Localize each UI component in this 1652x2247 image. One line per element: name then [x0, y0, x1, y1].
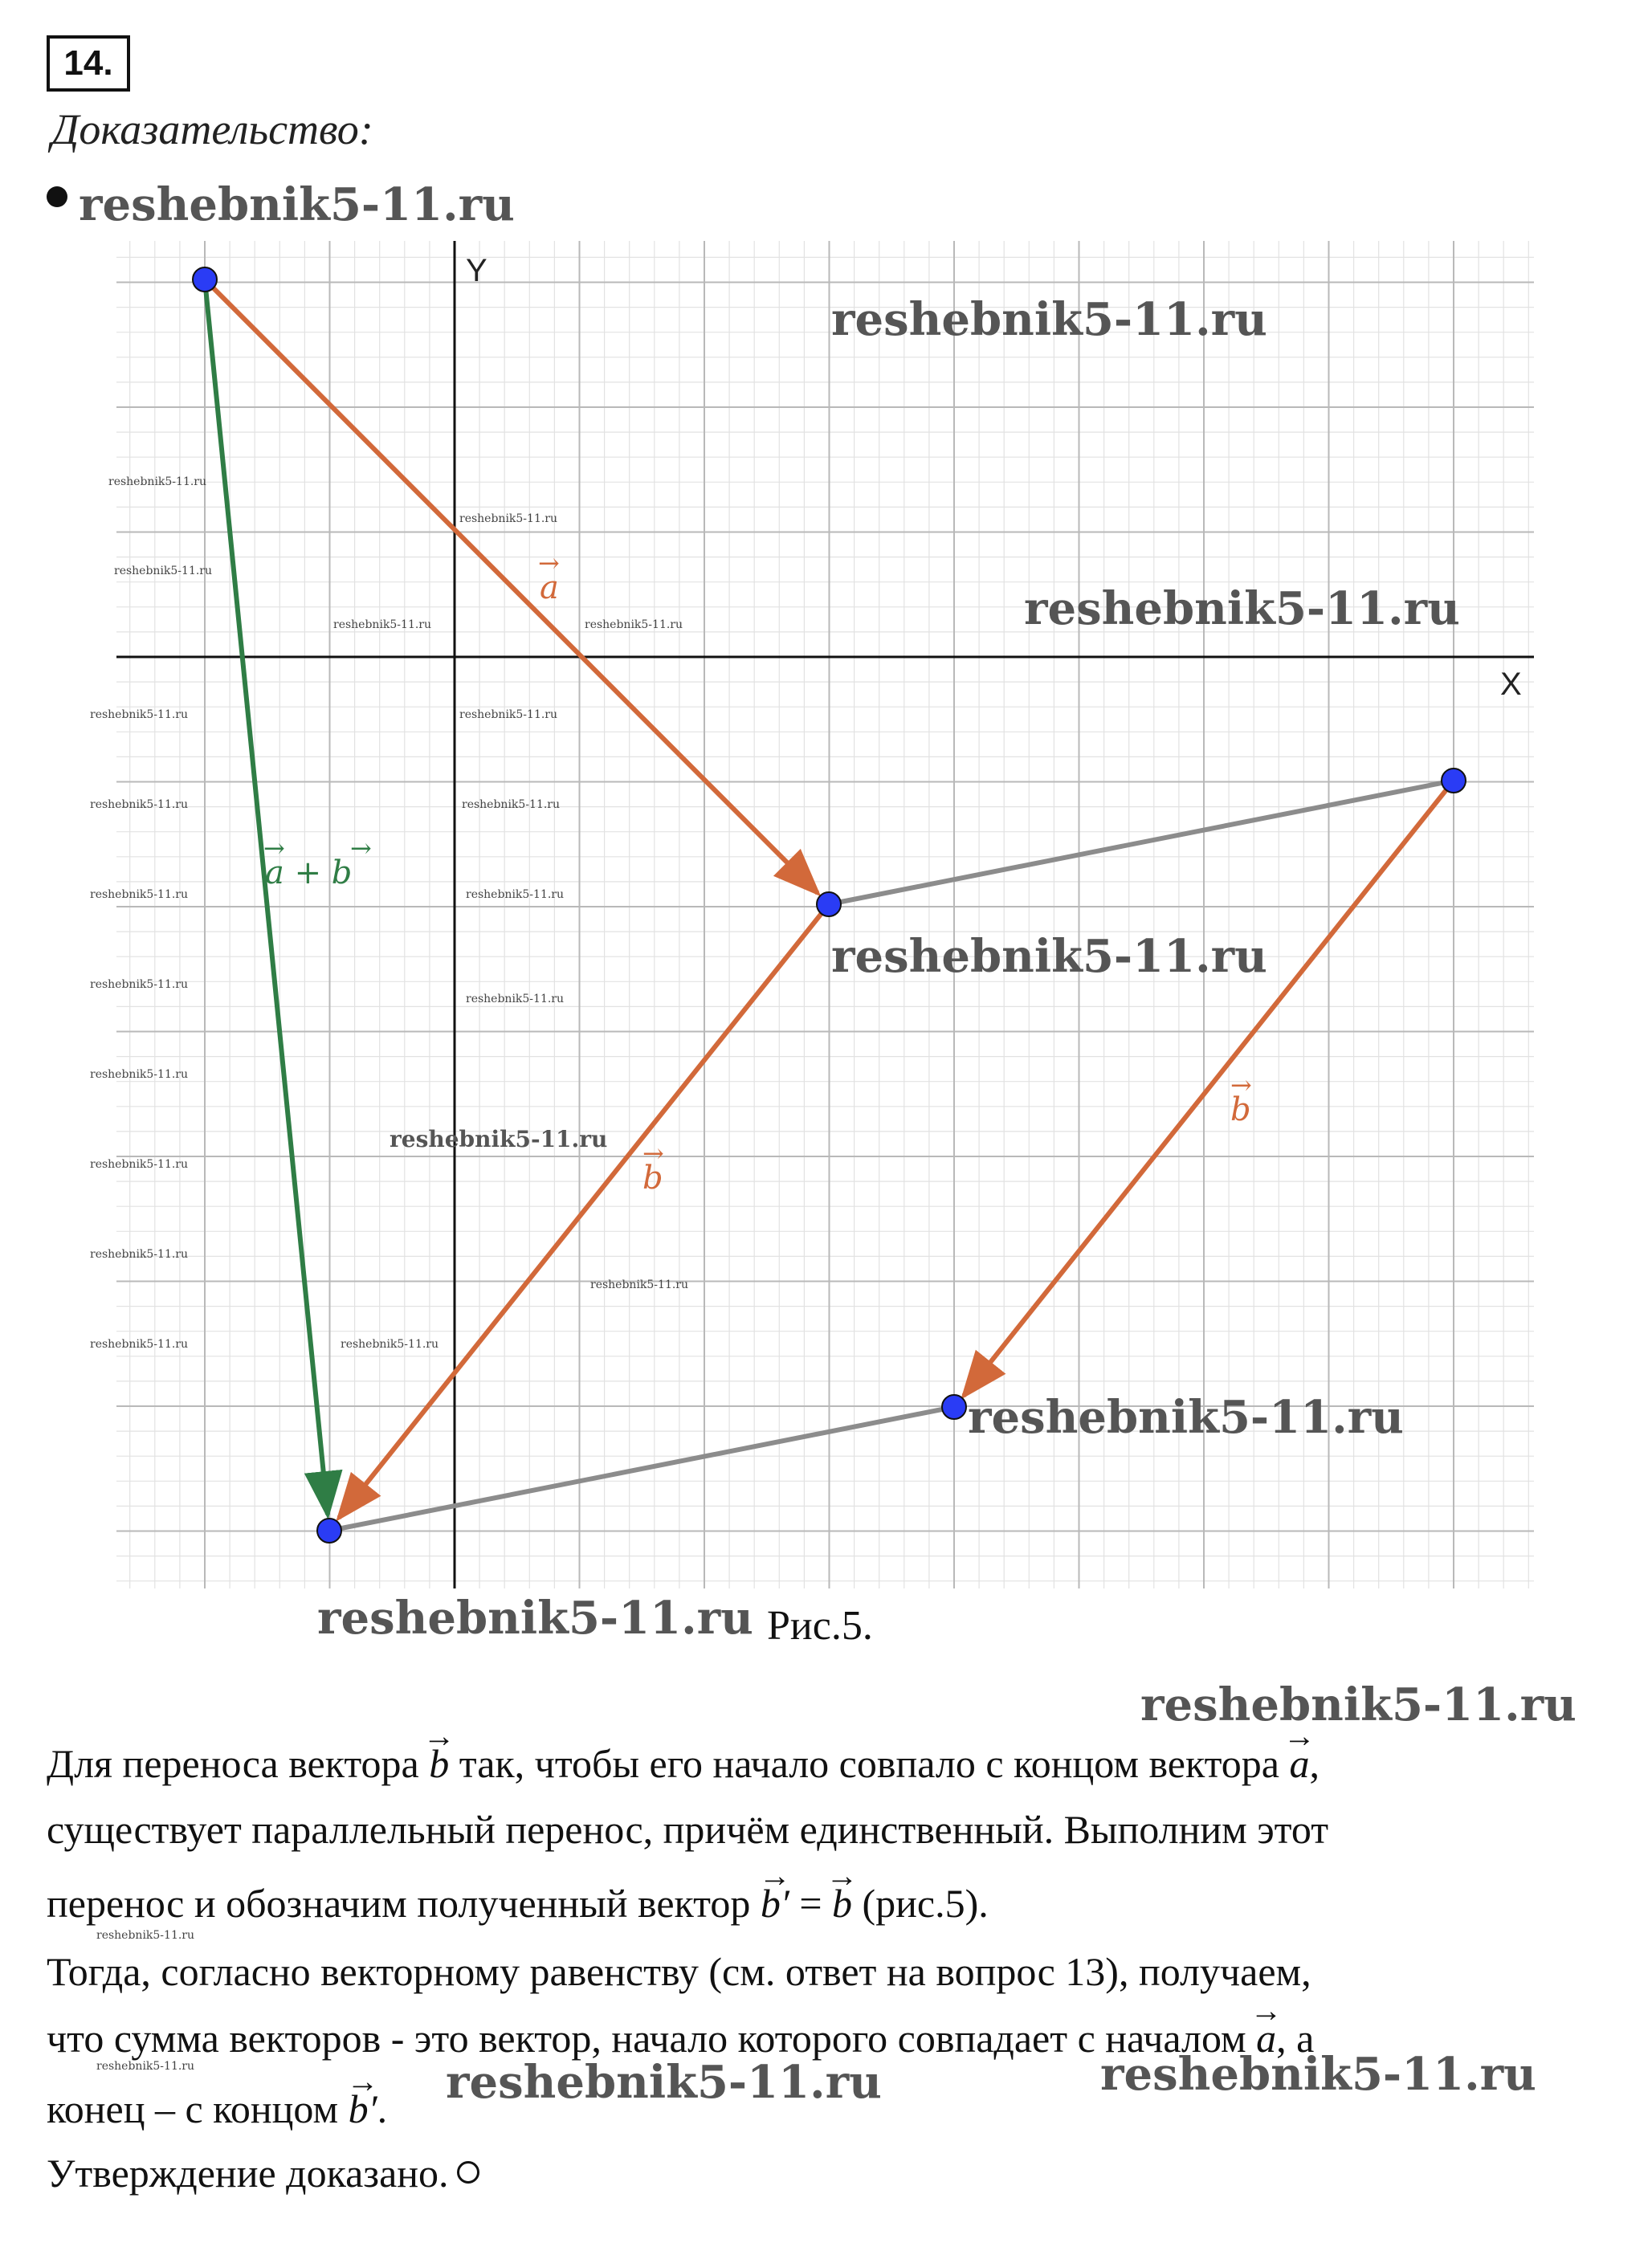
- watermark: reshebnik5-11.ru: [1100, 2048, 1536, 2101]
- point-end-sum: [317, 1519, 341, 1543]
- vector-b: [964, 781, 1454, 1396]
- text-line-1: [47, 1739, 1320, 1788]
- watermark: reshebnik5-11.ru: [79, 178, 515, 231]
- watermark: reshebnik5-11.ru: [1140, 1678, 1577, 1731]
- text-span: =: [789, 1881, 833, 1926]
- text-span: конец – с концом: [47, 2086, 349, 2131]
- watermark: reshebnik5-11.ru: [114, 565, 213, 577]
- watermark: reshebnik5-11.ru: [96, 1929, 195, 1942]
- text-line-5: [47, 2014, 1314, 2062]
- label-b: b: [1230, 1091, 1251, 1128]
- watermark: reshebnik5-11.ru: [968, 1391, 1404, 1444]
- watermark: reshebnik5-11.ru: [90, 1248, 189, 1261]
- label-b-arrow: →: [1230, 1070, 1252, 1100]
- watermark: reshebnik5-11.ru: [390, 1126, 608, 1152]
- watermark: reshebnik5-11.ru: [1024, 582, 1460, 635]
- watermark: reshebnik5-11.ru: [90, 708, 189, 721]
- vector-symbol-b: → b: [429, 1739, 449, 1788]
- text-span: Утверждение доказано.: [47, 2151, 449, 2196]
- vector-sum: [205, 279, 328, 1515]
- vector-symbol-b: → b: [832, 1879, 852, 1927]
- watermark: reshebnik5-11.ru: [446, 2056, 882, 2109]
- y-axis-label: Y: [466, 253, 487, 288]
- label-sum: a + b: [265, 854, 353, 891]
- proof-label: Доказательство:: [51, 105, 373, 153]
- watermark: reshebnik5-11.ru: [831, 293, 1267, 346]
- vector-symbol-b-prime: → b′: [349, 2085, 377, 2133]
- text-line-7: [47, 2149, 479, 2197]
- text-span: .: [377, 2086, 388, 2131]
- watermark: reshebnik5-11.ru: [341, 1338, 439, 1351]
- watermark: reshebnik5-11.ru: [90, 1158, 189, 1171]
- text-span: так, чтобы его начало совпало с концом вектора: [449, 1741, 1290, 1786]
- label-b-prime-arrow: →: [642, 1138, 664, 1168]
- text-line-4: Тогда, согласно векторному равенству (см. ответ на вопрос 13), получаем,: [47, 1949, 1311, 1994]
- watermark: reshebnik5-11.ru: [333, 618, 432, 631]
- watermark: reshebnik5-11.ru: [90, 888, 189, 901]
- label-b-prime: b: [642, 1160, 663, 1197]
- watermark: reshebnik5-11.ru: [459, 708, 558, 721]
- watermark: reshebnik5-11.ru: [90, 798, 189, 811]
- vector-b-prime: [339, 904, 829, 1518]
- label-sum-arrow-a: →: [263, 833, 285, 863]
- text-span: Для переноса вектора: [47, 1741, 430, 1786]
- watermark: reshebnik5-11.ru: [90, 978, 189, 991]
- text-span: ,: [1309, 1741, 1320, 1786]
- watermark: reshebnik5-11.ru: [462, 798, 561, 811]
- text-span: что сумма векторов - это вектор, начало которого совпадает с началом: [47, 2016, 1257, 2061]
- text-span: , а: [1276, 2016, 1315, 2061]
- watermark: reshebnik5-11.ru: [459, 512, 558, 525]
- vector-symbol-b-prime: → b′: [761, 1879, 789, 1927]
- figure-caption: Рис.5.: [767, 1603, 873, 1649]
- text-line-2: существует параллельный перенос, причём единственный. Выполним этот: [47, 1807, 1329, 1852]
- gray-segment-bottom: [329, 1407, 954, 1531]
- vector-symbol-a: → a: [1256, 2014, 1276, 2062]
- watermark: reshebnik5-11.ru: [108, 475, 207, 488]
- text-span: перенос и обозначим полученный вектор: [47, 1881, 761, 1926]
- watermark: reshebnik5-11.ru: [466, 888, 565, 901]
- point-end-b: [942, 1395, 966, 1419]
- watermark: reshebnik5-11.ru: [96, 2060, 195, 2073]
- problem-number: 14.: [47, 35, 130, 92]
- watermark: reshebnik5-11.ru: [317, 1592, 753, 1645]
- watermark: reshebnik5-11.ru: [831, 930, 1267, 983]
- label-a-arrow: →: [538, 548, 560, 578]
- label-a: a: [540, 569, 559, 606]
- label-sum-arrow-b: →: [350, 833, 372, 863]
- vector-symbol-a: → a: [1290, 1739, 1310, 1788]
- x-axis-label: X: [1500, 667, 1522, 702]
- watermark: reshebnik5-11.ru: [466, 993, 565, 1005]
- gray-segment-top: [829, 781, 1454, 904]
- watermark: reshebnik5-11.ru: [90, 1338, 189, 1351]
- point-end-a: [817, 892, 841, 916]
- watermark: reshebnik5-11.ru: [590, 1278, 689, 1291]
- watermark: reshebnik5-11.ru: [585, 618, 683, 631]
- end-of-proof-icon: [457, 2161, 479, 2184]
- text-span: (рис.5).: [852, 1881, 989, 1926]
- text-line-3: [47, 1879, 989, 1927]
- point-start: [193, 267, 217, 292]
- text-line-6: [47, 2085, 387, 2133]
- point-start-b: [1442, 769, 1466, 793]
- watermark: reshebnik5-11.ru: [90, 1068, 189, 1081]
